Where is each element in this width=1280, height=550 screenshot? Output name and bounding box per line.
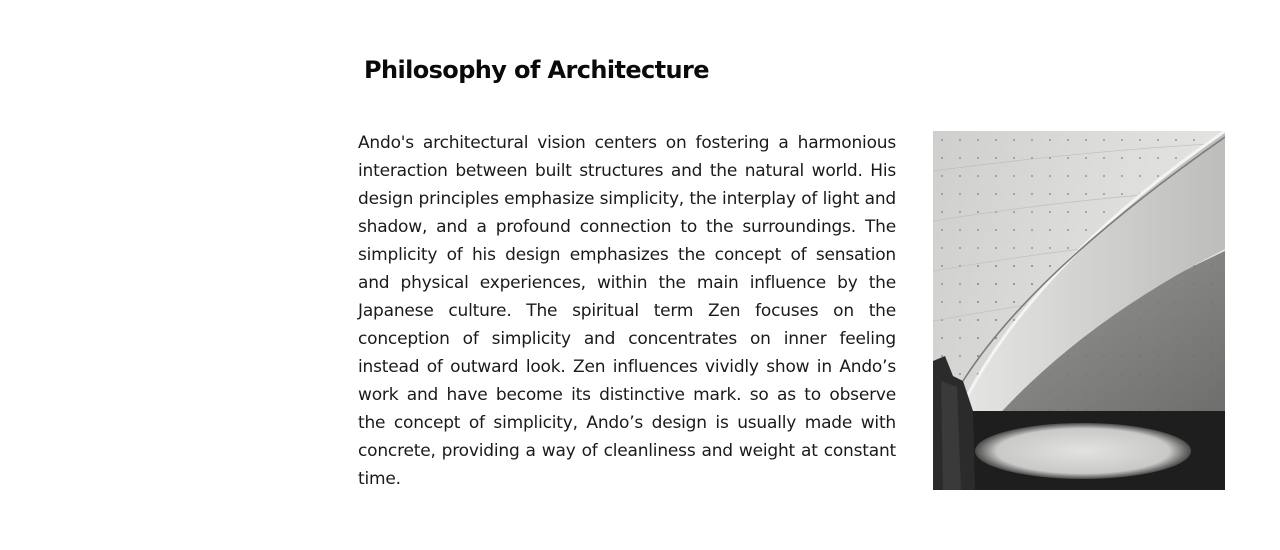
section-paragraph: Ando's architectural vision centers on fostering a harmonious interaction between built structures and the natural world. His design principles emphasize simplicity, the interplay of light and shadow, and a profound connection to the surroundings. The simplicity of his design emphasizes the concept of sensation and physical experiences, within the main influence by the Japanese culture. The spiritual term Zen focuses on the conception of simplicity and concentrates on inner feeling instead of outward look. Zen influences vividly show in Ando’s work and have become its distinctive mark. so as to observe the concept of simplicity, Ando’s design is usually made with concrete, providing a way of cleanliness and weight at constant time.	[358, 133, 896, 489]
spiral-staircase-photo	[933, 131, 1225, 490]
staircase-illustration	[933, 131, 1225, 490]
section-title: Philosophy of Architecture	[364, 56, 709, 84]
